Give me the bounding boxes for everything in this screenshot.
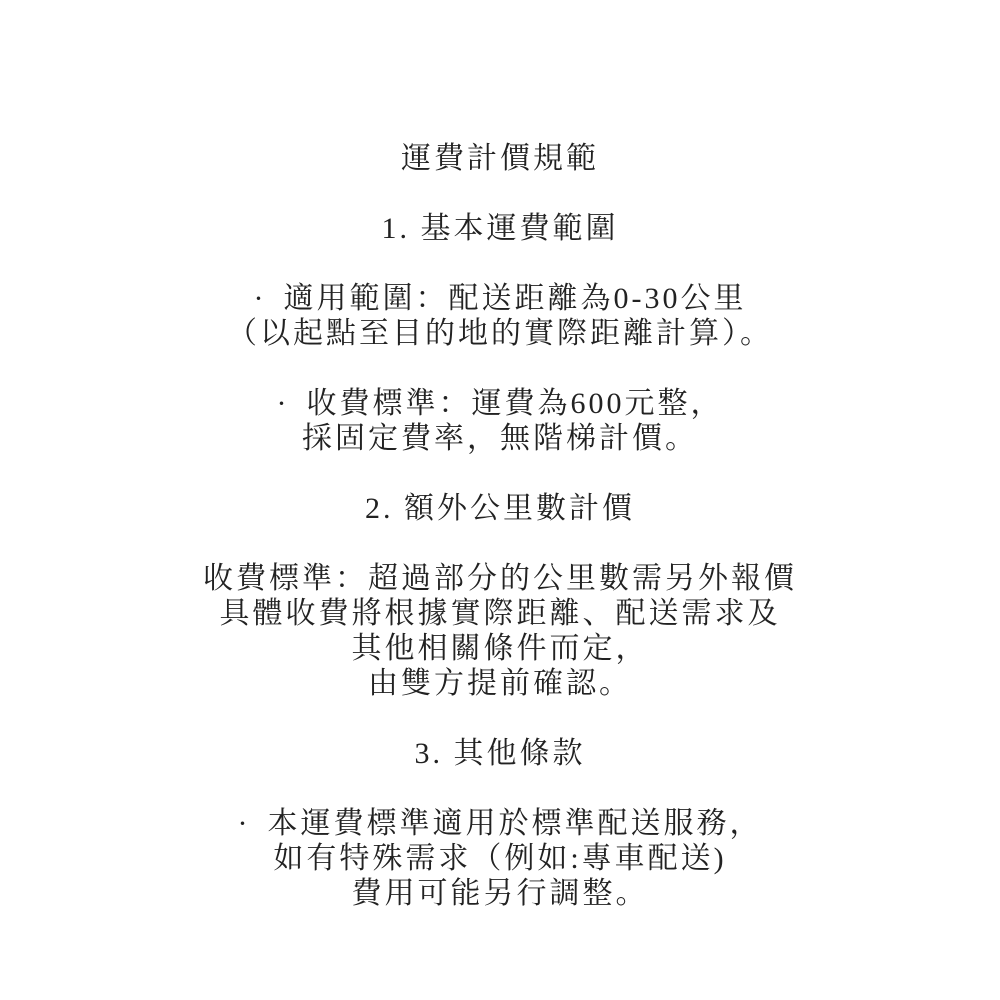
bullet-dot-icon: · xyxy=(253,282,264,315)
body-text: 其他相關條件而定， xyxy=(351,632,649,665)
bullet-line xyxy=(0,806,1000,841)
section-2-heading: 2. 額外公里數計價 xyxy=(365,492,635,525)
body-text: 本運費標準適用於標準配送服務， xyxy=(267,807,763,840)
section-2-body xyxy=(0,561,1000,701)
body-text: 如有特殊需求（例如:專車配送) xyxy=(273,842,727,875)
body-text: （以起點至目的地的實際距離計算）。 xyxy=(227,317,773,350)
body-text: 具體收費將根據實際距離、配送需求及 xyxy=(219,597,781,630)
bullet-line xyxy=(0,386,1000,421)
body-text: 採固定費率，無階梯計價。 xyxy=(302,422,698,455)
section-3-heading: 3. 其他條款 xyxy=(414,737,586,770)
section-1-bullet-1 xyxy=(0,281,1000,351)
section-3-bullet-1 xyxy=(0,806,1000,911)
bullet-dot-icon: · xyxy=(237,807,248,840)
body-text: 費用可能另行調整。 xyxy=(351,877,649,910)
body-text: 適用範圍：配送距離為0-30公里 xyxy=(283,282,747,315)
body-text: 由雙方提前確認。 xyxy=(368,667,632,700)
body-text: 收費標準：超過部分的公里數需另外報價 xyxy=(203,562,797,595)
bullet-line xyxy=(0,281,1000,316)
bullet-dot-icon: · xyxy=(276,387,287,420)
body-text: 收費標準：運費為600元整， xyxy=(306,387,724,420)
section-1-heading: 1. 基本運費範圍 xyxy=(381,212,619,245)
section-1-bullet-2 xyxy=(0,386,1000,456)
document-title: 運費計價規範 xyxy=(401,142,599,175)
